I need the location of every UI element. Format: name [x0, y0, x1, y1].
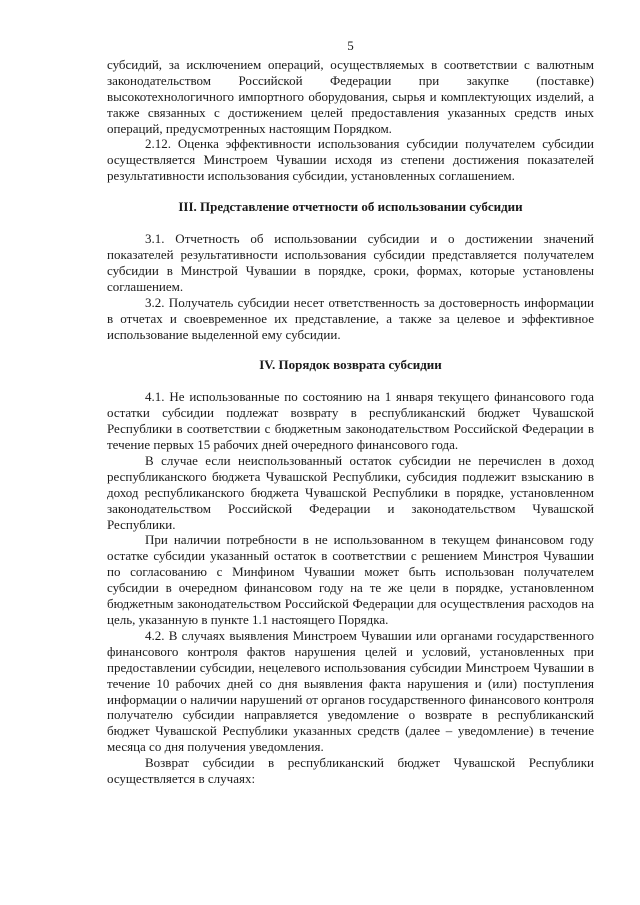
paragraph-continuation: субсидий, за исключением операций, осуществляемых в соответствии с валютным законодательством Российской Федерации при закупке (поставке) высокотехнологичного импортного оборудования, сырья и комплектующих изделий, а также связанных с достижением целей предоставления указанных средств иных операций, предусмотренных настоящим Порядком. — [107, 56, 594, 136]
paragraph-balance-usage: При наличии потребности в не использованном в текущем финансовом году остатке субсидии указанный остаток в соответствии с решением Минстроя Чувашии по согласованию с Минфином Чувашии может быть использован получателем субсидии в очередном финансовом году на те же цели в порядке, установленном бюджетным законодательством Российской Федерации для осуществления расходов на цель, указанную в пункте 1.1 настоящего Порядка. — [107, 532, 594, 627]
paragraph-4-2: 4.2. В случаях выявления Минстроем Чувашии или органами государственного финансового контроля фактов нарушения целей и условий, установленных при предоставлении субсидии, нецелевого использования субсидии Минстроем Чувашии в течение 10 рабочих дней со дня выявления факта нарушения и (или) поступления информации о наличии нарушений от органов государственного финансового контроля получателю субсидии направляется уведомление о возврате в республиканский бюджет Чувашской Республики указанных средств (далее – уведомление) в течение месяца со дня получения уведомления. — [107, 627, 594, 755]
paragraph-return-cases: Возврат субсидии в республиканский бюджет Чувашской Республики осуществляется в случаях: — [107, 755, 594, 787]
paragraph-3-1: 3.1. Отчетность об использовании субсидии и о достижении значений показателей результативности использования субсидии представляется получателем субсидии в Минстрой Чувашии в порядке, сроки, формах, которые установлены соглашением. — [107, 231, 594, 294]
document-body — [107, 57, 594, 787]
section-heading-iv: IV. Порядок возврата субсидии — [259, 357, 442, 373]
page-number: 5 — [347, 38, 354, 53]
paragraph-3-2: 3.2. Получатель субсидии несет ответственность за достоверность информации в отчетах и своевременное их представление, а также за целевое и эффективное использование выделенной ему субсидии. — [107, 294, 594, 342]
paragraph-4-1: 4.1. Не использованные по состоянию на 1 января текущего финансового года остатки субсидии подлежат возврату в республиканский бюджет Чувашской Республики в соответствии с бюджетным законодательством Российской Федерации в течение первых 15 рабочих дней очередного финансового года. — [107, 389, 594, 453]
paragraph-2-12: 2.12. Оценка эффективности использования субсидии получателем субсидии осуществляется Минстроем Чувашии исходя из степени достижения показателей результативности использования субсидии, установленных соглашением. — [107, 136, 594, 184]
section-heading-iii: III. Представление отчетности об использовании субсидии — [178, 199, 523, 215]
paragraph-unused-balance: В случае если неиспользованный остаток субсидии не перечислен в доход республиканского бюджета Чувашской Республики, субсидия подлежит взысканию в доход республиканского бюджета Чувашской Республики в порядке, установленном законодательством Российской Федерации и законодательством Чувашской Республики. — [107, 452, 594, 532]
